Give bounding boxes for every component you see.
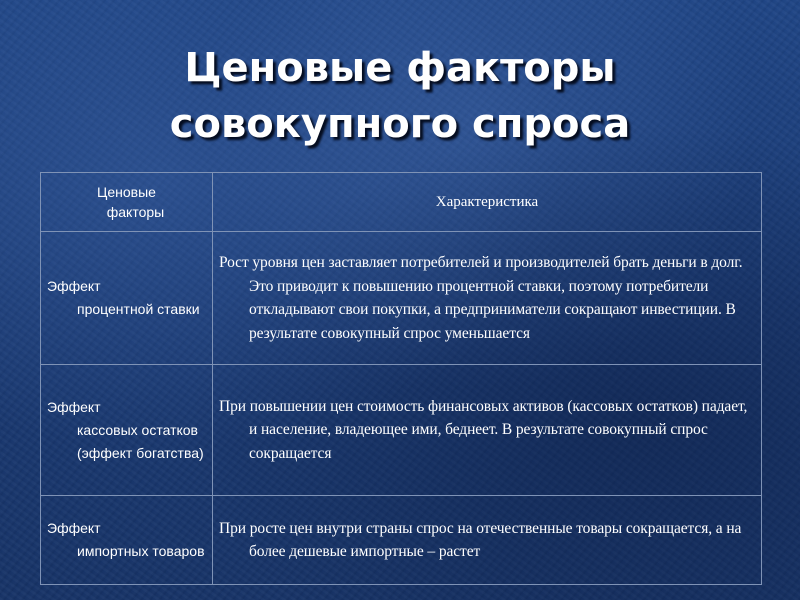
header-price-factors-line-2: факторы bbox=[106, 204, 165, 220]
factor-name-first: Эффект bbox=[47, 520, 101, 536]
factor-name-rest: процентной ставки bbox=[77, 301, 200, 317]
factor-cell bbox=[41, 365, 213, 496]
factor-name-first: Эффект bbox=[47, 278, 101, 294]
factor-cell bbox=[41, 496, 213, 585]
table-header-row bbox=[41, 173, 762, 232]
header-characteristic: Характеристика bbox=[213, 173, 762, 232]
slide-title bbox=[0, 40, 800, 152]
description-cell: Рост уровня цен заставляет потребителей и производителей брать деньги в долг. Это приводит к повышению процентной ставки, поэтому потребители откладывают свои покупки, а предприниматели сокращают инвестиции. В результате совокупный спрос уменьшается bbox=[213, 232, 762, 365]
header-price-factors bbox=[41, 173, 213, 232]
description-cell: При росте цен внутри страны спрос на отечественные товары сокращается, а на более дешевые импортные – растет bbox=[213, 496, 762, 585]
table-row bbox=[41, 365, 762, 496]
table-row bbox=[41, 496, 762, 585]
slide-title-line-1: Ценовые факторы bbox=[184, 45, 616, 91]
price-factors-table bbox=[40, 172, 762, 585]
factor-name-rest: импортных товаров bbox=[77, 543, 205, 559]
slide-title-line-2: совокупного спроса bbox=[169, 101, 631, 147]
factor-cell bbox=[41, 232, 213, 365]
table-row bbox=[41, 232, 762, 365]
header-price-factors-line-1: Ценовые bbox=[97, 184, 156, 200]
factor-name-rest: кассовых остатков (эффект богатства) bbox=[77, 421, 204, 461]
description-cell: При повышении цен стоимость финансовых активов (кассовых остатков) падает, и население, владеющее ими, беднеет. В результате совокупный спрос сокращается bbox=[213, 365, 762, 496]
factor-name-first: Эффект bbox=[47, 398, 101, 415]
